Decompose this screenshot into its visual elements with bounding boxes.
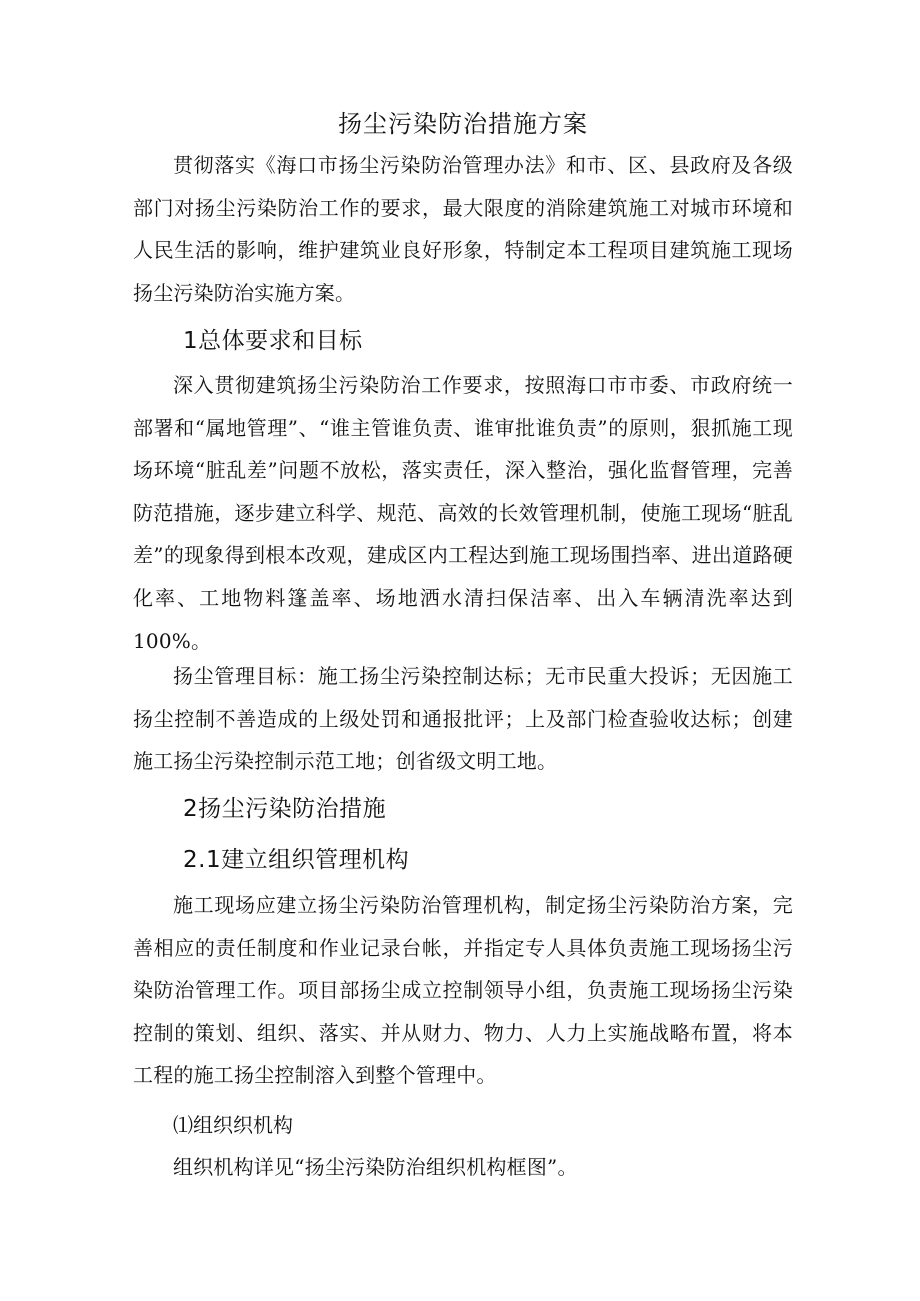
section-2-1-heading: 2.1建立组织管理机构 (183, 847, 410, 873)
document-title: 扬尘污染防治措施方案 (338, 110, 588, 138)
item-1-text: 组织机构详见“扬尘污染防治组织机构框图”。 (173, 1155, 578, 1179)
intro-paragraph: 贯彻落实《海口市扬尘污染防治管理办法》和市、区、县政府及各级部门对扬尘污染防治工作的要求，最大限度的消除建筑施工对城市环境和人民生活的影响，维护建筑业良好形象，特制定本工程项目建筑施工现场扬尘污染防治实施方案。 (133, 153, 793, 305)
section-2-1-paragraph: 施工现场应建立扬尘污染防治管理机构，制定扬尘污染防治方案，完善相应的责任制度和作业记录台帐，并指定专人具体负责施工现场扬尘污染防治管理工作。项目部扬尘成立控制领导小组，负责施工现场扬尘污染控制的策划、组织、落实、并从财力、物力、人力上实施战略布置，将本工程的施工扬尘控制溶入到整个管理中。 (133, 893, 793, 1088)
section-2-heading: 2扬尘污染防治措施 (183, 796, 387, 822)
section-1-heading: 1总体要求和目标 (183, 328, 363, 354)
section-1-paragraph-requirements: 深入贯彻建筑扬尘污染防治工作要求，按照海口市市委、市政府统一部署和“属地管理”、“谁主管谁负责、谁审批谁负责”的原则，狠抓施工现场环境“脏乱差”问题不放松，落实责任，深入整治，强化监督管理，完善防范措施，逐步建立科学、规范、高效的长效管理机制，使施工现场“脏乱差”的现象得到根本改观，建成区内工程达到施工现场围挡率、进出道路硬化率、工地物料篷盖率、场地洒水清扫保洁率、出入车辆清洗率达到100%。 (133, 373, 793, 653)
item-1-label: ⑴组织织机构 (173, 1113, 293, 1137)
section-1-paragraph-goals: 扬尘管理目标：施工扬尘污染控制达标；无市民重大投诉；无因施工扬尘控制不善造成的上级处罚和通报批评；上及部门检查验收达标；创建施工扬尘污染控制示范工地；创省级文明工地。 (133, 664, 793, 774)
